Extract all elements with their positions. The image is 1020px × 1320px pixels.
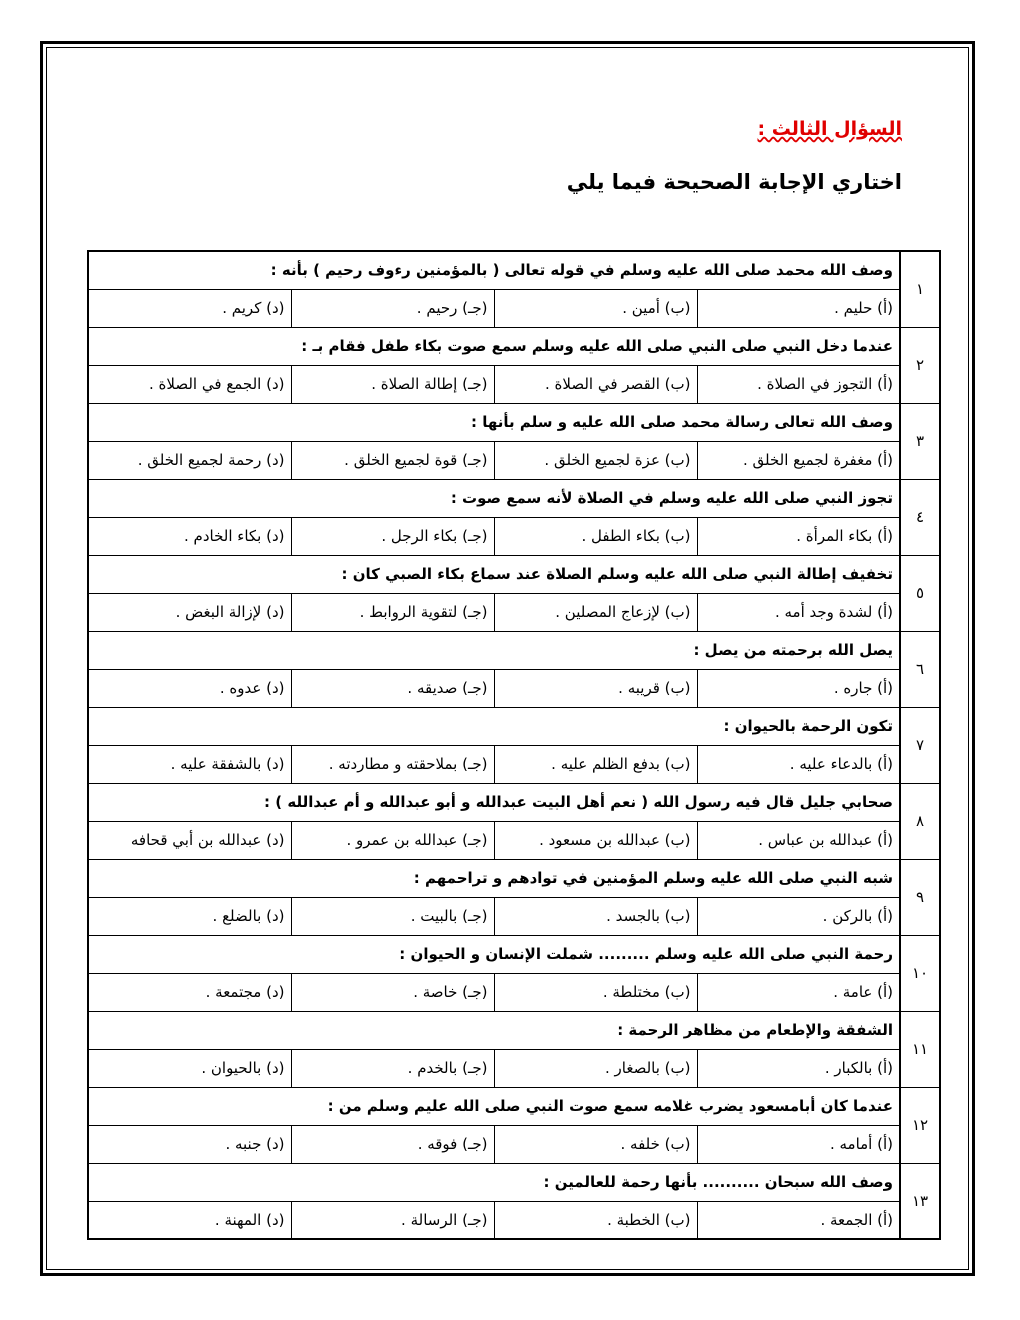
question-options-row <box>88 593 940 631</box>
question-instruction: اختاري الإجابة الصحيحة فيما يلي <box>566 170 902 194</box>
option-a[interactable]: (أ) عبدالله بن عباس . <box>697 821 900 859</box>
option-b[interactable]: (ب) بالصغار . <box>494 1049 697 1087</box>
option-a[interactable]: (أ) بالدعاء عليه . <box>697 745 900 783</box>
question-options-row <box>88 669 940 707</box>
question-stem-row <box>88 479 940 517</box>
option-d[interactable]: (د) عبدالله بن أبي قحافه <box>88 821 291 859</box>
option-a[interactable]: (أ) عامة . <box>697 973 900 1011</box>
question-stem: تكون الرحمة بالحيوان : <box>88 707 900 745</box>
option-b[interactable]: (ب) أمين . <box>494 289 697 327</box>
option-a[interactable]: (أ) أمامه . <box>697 1125 900 1163</box>
question-number: ٣ <box>900 403 940 479</box>
question-stem-row <box>88 707 940 745</box>
question-number: ٦ <box>900 631 940 707</box>
question-stem-row <box>88 251 940 289</box>
question-stem: وصف الله محمد صلى الله عليه وسلم في قوله تعالى ( بالمؤمنين رءوف رحيم ) بأنه : <box>88 251 900 289</box>
question-number: ٨ <box>900 783 940 859</box>
question-stem: تخفيف إطالة النبي صلى الله عليه وسلم الصلاة عند سماع بكاء الصبي كان : <box>88 555 900 593</box>
option-d[interactable]: (د) الجمع في الصلاة . <box>88 365 291 403</box>
option-c[interactable]: (جـ) عبدالله بن عمرو . <box>291 821 494 859</box>
option-d[interactable]: (د) بكاء الخادم . <box>88 517 291 555</box>
option-b[interactable]: (ب) القصر في الصلاة . <box>494 365 697 403</box>
option-b[interactable]: (ب) لإزعاج المصلين . <box>494 593 697 631</box>
question-options-row <box>88 365 940 403</box>
option-d[interactable]: (د) جنبه . <box>88 1125 291 1163</box>
option-c[interactable]: (جـ) بكاء الرجل . <box>291 517 494 555</box>
question-stem: تجوز النبي صلى الله عليه وسلم في الصلاة لأنه سمع صوت : <box>88 479 900 517</box>
question-stem: رحمة النبي صلى الله عليه وسلم ......... شملت الإنسان و الحيوان : <box>88 935 900 973</box>
questions-table <box>87 250 941 1240</box>
option-d[interactable]: (د) بالضلع . <box>88 897 291 935</box>
option-a[interactable]: (أ) بالكبار . <box>697 1049 900 1087</box>
option-c[interactable]: (جـ) الرسالة . <box>291 1201 494 1239</box>
question-options-row <box>88 1049 940 1087</box>
option-a[interactable]: (أ) الجمعة . <box>697 1201 900 1239</box>
question-options-row <box>88 745 940 783</box>
question-number: ١٠ <box>900 935 940 1011</box>
option-b[interactable]: (ب) بدفع الظلم عليه . <box>494 745 697 783</box>
question-stem-row <box>88 631 940 669</box>
question-number: ٩ <box>900 859 940 935</box>
question-stem-row <box>88 859 940 897</box>
option-d[interactable]: (د) رحمة لجميع الخلق . <box>88 441 291 479</box>
question-stem: وصف الله تعالى رسالة محمد صلى الله عليه و سلم بأنها : <box>88 403 900 441</box>
option-d[interactable]: (د) مجتمعة . <box>88 973 291 1011</box>
option-b[interactable]: (ب) عبدالله بن مسعود . <box>494 821 697 859</box>
option-d[interactable]: (د) كريم . <box>88 289 291 327</box>
option-b[interactable]: (ب) بالجسد . <box>494 897 697 935</box>
question-stem: صحابي جليل قال فيه رسول الله ( نعم أهل البيت عبدالله و أبو عبدالله و أم عبدالله ) : <box>88 783 900 821</box>
option-c[interactable]: (جـ) بملاحقته و مطاردته . <box>291 745 494 783</box>
question-stem: عندما كان أبامسعود يضرب غلامه سمع صوت النبي صلى الله عليم وسلم من : <box>88 1087 900 1125</box>
question-number: ٤ <box>900 479 940 555</box>
option-d[interactable]: (د) بالحيوان . <box>88 1049 291 1087</box>
option-b[interactable]: (ب) بكاء الطفل . <box>494 517 697 555</box>
question-options-row <box>88 289 940 327</box>
question-number: ٧ <box>900 707 940 783</box>
option-b[interactable]: (ب) الخطبة . <box>494 1201 697 1239</box>
question-stem-row <box>88 327 940 365</box>
question-stem-row <box>88 1011 940 1049</box>
question-number: ٥ <box>900 555 940 631</box>
question-stem-row <box>88 403 940 441</box>
option-b[interactable]: (ب) خلفه . <box>494 1125 697 1163</box>
option-a[interactable]: (أ) مغفرة لجميع الخلق . <box>697 441 900 479</box>
option-b[interactable]: (ب) مختلطة . <box>494 973 697 1011</box>
option-a[interactable]: (أ) بالركن . <box>697 897 900 935</box>
option-c[interactable]: (جـ) بالخدم . <box>291 1049 494 1087</box>
question-stem-row <box>88 555 940 593</box>
option-c[interactable]: (جـ) فوقه . <box>291 1125 494 1163</box>
question-stem: الشفقة والإطعام من مظاهر الرحمة : <box>88 1011 900 1049</box>
question-stem-row <box>88 783 940 821</box>
question-options-row <box>88 821 940 859</box>
option-d[interactable]: (د) عدوه . <box>88 669 291 707</box>
question-stem-row <box>88 1163 940 1201</box>
question-number: ١٢ <box>900 1087 940 1163</box>
question-options-row <box>88 1201 940 1239</box>
option-d[interactable]: (د) بالشفقة عليه . <box>88 745 291 783</box>
option-a[interactable]: (أ) بكاء المرأة . <box>697 517 900 555</box>
option-d[interactable]: (د) لإزالة البغض . <box>88 593 291 631</box>
option-a[interactable]: (أ) لشدة وجد أمه . <box>697 593 900 631</box>
question-number: ١ <box>900 251 940 327</box>
question-stem-row <box>88 935 940 973</box>
option-c[interactable]: (جـ) صديقه . <box>291 669 494 707</box>
option-a[interactable]: (أ) حليم . <box>697 289 900 327</box>
question-options-row <box>88 441 940 479</box>
question-options-row <box>88 897 940 935</box>
question-stem: عندما دخل النبي صلى النبي صلى الله عليه وسلم سمع صوت بكاء طفل فقام بـ : <box>88 327 900 365</box>
question-options-row <box>88 1125 940 1163</box>
option-c[interactable]: (جـ) لتقوية الروابط . <box>291 593 494 631</box>
question-stem: شبه النبي صلى الله عليه وسلم المؤمنين في توادهم و تراحمهم : <box>88 859 900 897</box>
question-stem: يصل الله برحمته من يصل : <box>88 631 900 669</box>
question-options-row <box>88 973 940 1011</box>
question-number: ٢ <box>900 327 940 403</box>
question-number: ١٣ <box>900 1163 940 1239</box>
question-stem: وصف الله سبحان .......... بأنها رحمة للعالمين : <box>88 1163 900 1201</box>
option-a[interactable]: (أ) جاره . <box>697 669 900 707</box>
option-b[interactable]: (ب) عزة لجميع الخلق . <box>494 441 697 479</box>
option-d[interactable]: (د) المهنة . <box>88 1201 291 1239</box>
option-a[interactable]: (أ) التجوز في الصلاة . <box>697 365 900 403</box>
option-c[interactable]: (جـ) خاصة . <box>291 973 494 1011</box>
option-b[interactable]: (ب) قريبه . <box>494 669 697 707</box>
option-c[interactable]: (جـ) إطالة الصلاة . <box>291 365 494 403</box>
option-c[interactable]: (جـ) قوة لجميع الخلق . <box>291 441 494 479</box>
option-c[interactable]: (جـ) رحيم . <box>291 289 494 327</box>
question-number: ١١ <box>900 1011 940 1087</box>
question-stem-row <box>88 1087 940 1125</box>
question-options-row <box>88 517 940 555</box>
question-title: السؤال الثالث : <box>757 118 902 140</box>
option-c[interactable]: (جـ) بالبيت . <box>291 897 494 935</box>
